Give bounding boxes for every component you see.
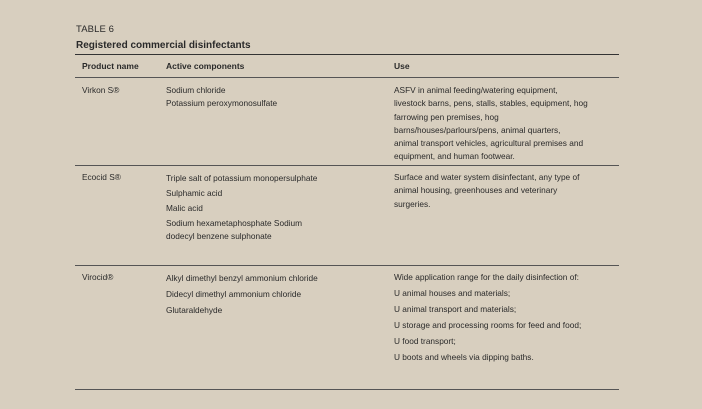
use-line: surgeries. — [394, 198, 431, 209]
use-line: U animal houses and materials; — [394, 287, 511, 298]
header-use: Use — [394, 61, 410, 71]
row-2-components — [166, 171, 317, 243]
row-2-product: Ecocid S® — [82, 172, 121, 182]
row-2-divider — [75, 265, 619, 266]
component-line: Sulphamic acid — [166, 188, 223, 199]
use-line: animal housing, greenhouses and veterinary — [394, 185, 558, 196]
row-1-product: Virkon S® — [82, 85, 120, 95]
use-line: animal transport vehicles, agricultural premises and — [394, 138, 584, 149]
component-line: Alkyl dimethyl benzyl ammonium chloride — [166, 273, 318, 283]
table-6 — [75, 0, 619, 409]
row-3-use — [394, 271, 616, 367]
use-line: U boots and wheels via dipping baths. — [394, 351, 534, 362]
table-title: Registered commercial disinfectants — [76, 40, 251, 51]
header-product-name: Product name — [82, 61, 139, 71]
use-line: ASFV in animal feeding/watering equipment, — [394, 85, 558, 95]
header-bottom-rule — [75, 77, 619, 78]
row-3-components — [166, 271, 318, 318]
use-line: U food transport; — [394, 335, 456, 346]
use-line: equipment, and human footwear. — [394, 151, 515, 162]
component-line: Triple salt of potassium monopersulphate — [166, 173, 318, 183]
component-line: Glutaraldehyde — [166, 304, 223, 315]
use-line: U animal transport and materials; — [394, 303, 517, 314]
use-line: barns/houses/parlours/pens, animal quarters, — [394, 124, 561, 135]
table-caption: TABLE 6 — [76, 24, 115, 35]
row-3-product: Virocid® — [82, 272, 114, 282]
use-line: Surface and water system disinfectant, any type of — [394, 172, 580, 182]
use-line: livestock barns, pens, stalls, stables, equipment, hog — [394, 98, 588, 109]
component-line: Malic acid — [166, 203, 203, 214]
component-line: Sodium chloride — [166, 85, 226, 95]
row-1-divider — [75, 165, 619, 166]
use-line: Wide application range for the daily disinfection of: — [394, 272, 579, 282]
component-line: Didecyl dimethyl ammonium chloride — [166, 288, 302, 299]
row-1-use — [394, 84, 616, 164]
component-line: Potassium peroxymonosulfate — [166, 98, 278, 109]
component-line: Sodium hexametaphosphate Sodium — [166, 217, 303, 228]
row-1-components — [166, 84, 277, 111]
header-top-rule — [75, 54, 619, 55]
use-line: U storage and processing rooms for feed and food; — [394, 319, 582, 330]
row-2-use — [394, 171, 616, 211]
component-line: dodecyl benzene sulphonate — [166, 230, 272, 241]
use-line: farrowing pen premises, hog — [394, 111, 499, 122]
header-active-components: Active components — [166, 61, 245, 71]
table-bottom-rule — [75, 389, 619, 390]
